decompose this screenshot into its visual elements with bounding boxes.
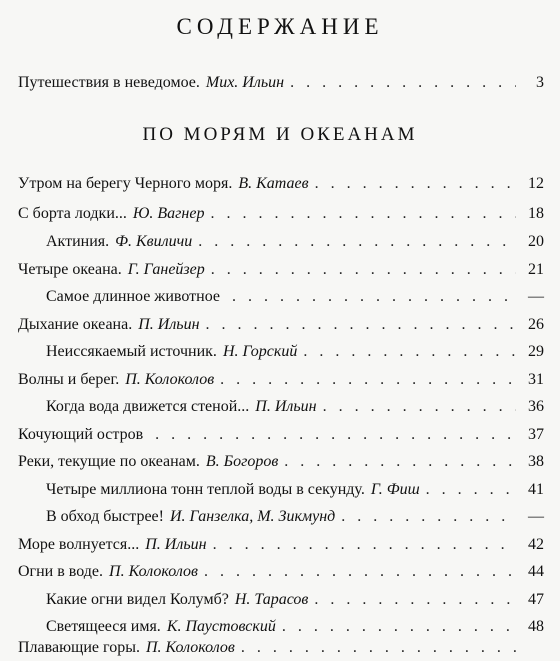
entry-title: Неиссякаемый источник.	[46, 343, 217, 360]
entry-title: Плавающие горы.	[18, 639, 140, 656]
dot-leader	[210, 203, 516, 225]
entry-author: П. Колоколов	[125, 371, 215, 388]
entry-author: В. Катаев	[238, 175, 309, 192]
entry-page: 29	[528, 343, 544, 360]
entry-page: 36	[528, 398, 544, 415]
entry-author: Г. Фиш	[370, 481, 420, 498]
dot-leader	[314, 589, 516, 611]
entry-page: 48	[528, 618, 544, 635]
toc-entry	[0, 451, 560, 473]
toc-entry	[0, 616, 560, 638]
dot-leader	[282, 616, 516, 638]
toc-entry	[0, 637, 560, 659]
entry-title: С борта лодки...	[18, 205, 127, 222]
entry-author: Г. Ганейзер	[127, 261, 205, 278]
entry-page: 21	[528, 261, 544, 278]
entry-page: 26	[528, 316, 544, 333]
entry-page: 47	[528, 591, 544, 608]
entry-title: Волны и берег.	[18, 371, 120, 388]
toc-entry	[0, 259, 560, 281]
toc-entry-intro	[0, 72, 560, 94]
entry-title: Светящееся имя.	[46, 618, 161, 635]
entry-title: Когда вода движется стеной...	[46, 398, 250, 415]
entry-author: В. Богоров	[205, 453, 279, 470]
page-title: СОДЕРЖАНИЕ	[176, 14, 384, 39]
entry-author: Н. Горский	[222, 343, 298, 360]
toc-entry	[0, 314, 560, 336]
entry-author: И. Ганзелка, М. Зикмунд	[169, 508, 336, 525]
toc-entry	[0, 479, 560, 501]
dot-leader	[303, 341, 516, 363]
toc-entry	[0, 286, 560, 308]
entry-author: К. Паустовский	[166, 618, 276, 635]
entry-author: Ф. Квиличи	[115, 233, 193, 250]
dot-leader	[198, 231, 516, 253]
toc-entry	[0, 203, 560, 225]
dot-leader	[211, 259, 516, 281]
entry-page: 41	[528, 481, 544, 498]
entry-title: Четыре океана.	[18, 261, 122, 278]
entry-author: Мих. Ильин	[205, 74, 285, 91]
dot-leader	[290, 72, 516, 94]
entry-author: П. Ильин	[145, 536, 207, 553]
entry-author: П. Колоколов	[145, 639, 235, 656]
entry-title: Огни в воде.	[18, 563, 104, 580]
dot-leader	[341, 506, 516, 528]
toc-entry	[0, 341, 560, 363]
toc-entry	[0, 589, 560, 611]
entry-page: 12	[528, 175, 544, 192]
entry-author: П. Ильин	[138, 316, 200, 333]
entry-page: 3	[536, 74, 544, 91]
dot-leader	[426, 479, 516, 501]
entry-page: 31	[528, 371, 544, 388]
entry-title: В обход быстрее!	[46, 508, 164, 525]
entry-author: П. Колоколов	[109, 563, 198, 580]
entry-title: Кочующий остров	[18, 426, 144, 443]
toc-entry	[0, 561, 560, 583]
dot-leader	[232, 286, 516, 308]
dot-leader	[284, 451, 516, 473]
toc-entry	[0, 396, 560, 418]
entry-page: 42	[528, 536, 544, 553]
dot-leader	[204, 561, 516, 583]
entry-title: Утром на берегу Черного моря.	[18, 175, 233, 192]
dot-leader	[323, 396, 516, 418]
dot-leader	[213, 534, 516, 556]
entry-title: Четыре миллиона тонн теплой воды в секунду.	[46, 481, 365, 498]
entry-page: —	[528, 508, 544, 525]
entry-author: Ю. Вагнер	[132, 205, 205, 222]
entry-title: Реки, текущие по океанам.	[18, 453, 200, 470]
entry-title: Актиния.	[46, 233, 110, 250]
toc-entry	[0, 534, 560, 556]
entry-title: Путешествия в неведомое.	[18, 74, 200, 91]
toc-entry	[0, 506, 560, 528]
entry-title: Самое длинное животное	[46, 288, 221, 305]
toc-entry	[0, 173, 560, 195]
entry-author: Н. Тарасов	[234, 591, 309, 608]
entry-page: 20	[528, 233, 544, 250]
entry-page: —	[528, 288, 544, 305]
dot-leader	[315, 173, 516, 195]
dot-leader	[206, 314, 516, 336]
entry-title: Дыхание океана.	[18, 316, 133, 333]
entry-title: Море волнуется...	[18, 536, 140, 553]
toc-entry	[0, 424, 560, 446]
toc-entry	[0, 231, 560, 253]
dot-leader	[155, 424, 516, 446]
entry-page: 44	[528, 563, 544, 580]
entry-title: Какие огни видел Колумб?	[46, 591, 229, 608]
toc-entry	[0, 369, 560, 391]
entry-page: 37	[528, 426, 544, 443]
dot-leader	[220, 369, 516, 391]
dot-leader	[241, 637, 516, 659]
entry-page: 38	[528, 453, 544, 470]
section-title: ПО МОРЯМ И ОКЕАНАМ	[142, 124, 418, 145]
entry-author: П. Ильин	[255, 398, 317, 415]
entry-page: 18	[528, 205, 544, 222]
